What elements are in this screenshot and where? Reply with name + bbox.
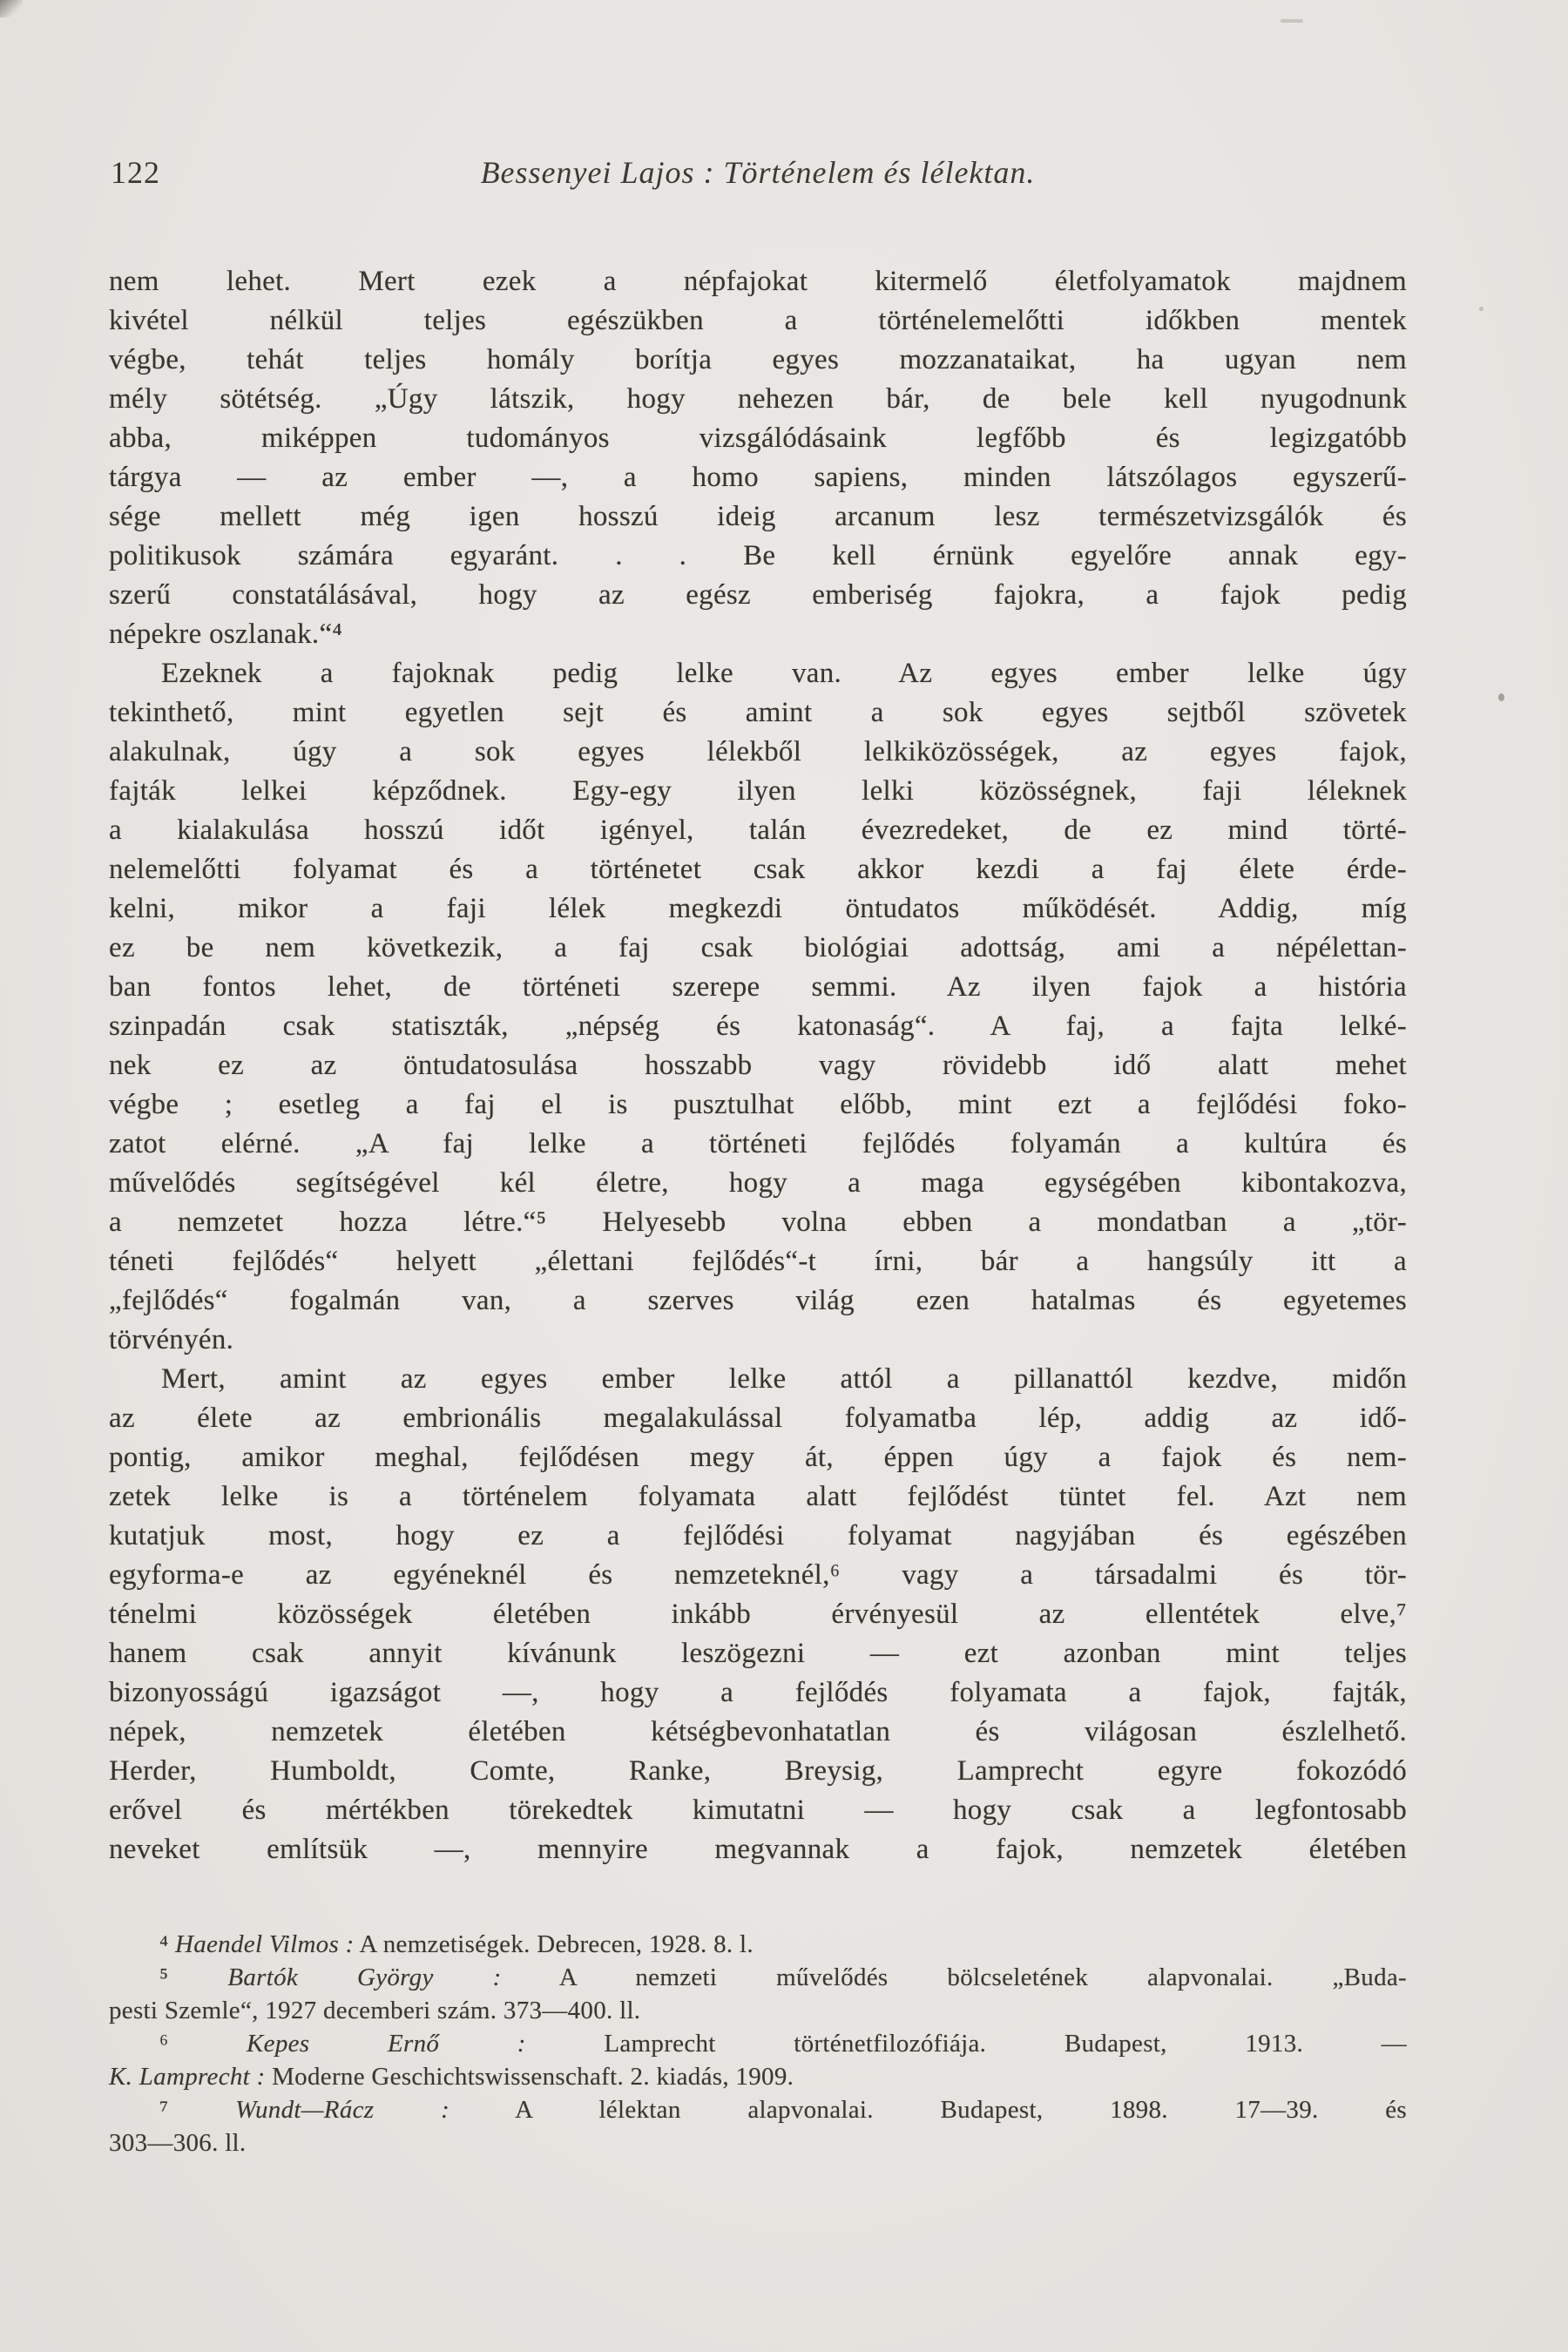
- text-line: fajták lelkei képződnek. Egy-egy ilyen lelki közösségnek, faji léleknek: [109, 775, 1407, 807]
- text-line: neveket említsük —, mennyire megvannak a fajok, nemzetek életében: [109, 1834, 1407, 1865]
- footnote-text: A nemzeti művelődés bölcseletének alapvonalai. „Buda-: [501, 1963, 1408, 1991]
- paragraph: [109, 654, 1407, 1360]
- running-title: Bessenyei Lajos : Történelem és lélektan.: [480, 155, 1036, 190]
- footnote-text: 303—306. ll.: [109, 2129, 247, 2157]
- text-line: a kialakulása hosszú időt igényel, talán évezredeket, de ez mind törté-: [109, 814, 1407, 846]
- text-line: zatot elérné. „A faj lelke a történeti fejlődés folyamán a kultúra és: [109, 1128, 1407, 1159]
- footnote-author: Kepes Ernő :: [247, 2030, 526, 2058]
- text-line: szerű constatálásával, hogy az egész emberiség fajokra, a fajok pedig: [109, 579, 1407, 611]
- text-line: Mert, amint az egyes ember lelke attól a pillanattól kezdve, midőn: [161, 1363, 1407, 1395]
- text-line: az élete az embrionális megalakulással folyamatba lép, addig az idő-: [109, 1402, 1407, 1434]
- text-line: ténelmi közösségek életében inkább érvényesül az ellentétek elve,⁷: [109, 1598, 1407, 1630]
- text-line: törvényén.: [109, 1324, 234, 1355]
- text-line: nek ez az öntudatosulása hosszabb vagy rövidebb idő alatt mehet: [109, 1050, 1407, 1081]
- scan-speck: [1281, 19, 1303, 23]
- text-line: végbe, tehát teljes homály borítja egyes mozzanataikat, ha ugyan nem: [109, 344, 1407, 375]
- text-line: tekinthető, mint egyetlen sejt és amint a sok egyes sejtből szövetek: [109, 697, 1407, 728]
- footnote-author: Bartók György :: [227, 1963, 502, 1991]
- footnote-text: ⁷: [159, 2096, 236, 2124]
- text-line: hanem csak annyit kívánunk leszögezni — ezt azonban mint teljes: [109, 1638, 1407, 1669]
- footnote-text: ⁵: [159, 1963, 228, 1991]
- footnote-line: [109, 1961, 1407, 1994]
- text-line: mély sötétség. „Úgy látszik, hogy nehezen bár, de bele kell nyugodnunk: [109, 383, 1407, 415]
- text-line: népekre oszlanak.“⁴: [109, 618, 343, 650]
- text-line: szinpadán csak statiszták, „népség és katonaság“. A faj, a fajta lelké-: [109, 1010, 1407, 1042]
- footnote-text: Lamprecht történetfilozófiája. Budapest, 1913. —: [525, 2030, 1407, 2058]
- text-line: ez be nem következik, a faj csak biológiai adottság, ami a népélettan-: [109, 932, 1407, 963]
- footnotes: [109, 1928, 1407, 2159]
- footnote-text: pesti Szemle“, 1927 decemberi szám. 373—400. ll.: [109, 1997, 641, 2024]
- footnote-author: Haendel Vilmos :: [174, 1930, 355, 1958]
- text-line: pontig, amikor meghal, fejlődésen megy át, éppen úgy a fajok és nem-: [109, 1442, 1407, 1473]
- scan-speck: [1479, 307, 1484, 311]
- text-line: kivétel nélkül teljes egészükben a történelemelőtti időkben mentek: [109, 305, 1407, 336]
- text-line: ban fontos lehet, de történeti szerepe semmi. Az ilyen fajok a história: [109, 971, 1407, 1003]
- text-line: művelődés segítségével kél életre, hogy a maga egységében kibontakozva,: [109, 1167, 1407, 1199]
- footnote-author: K. Lamprecht :: [109, 2063, 266, 2091]
- text-line: kutatjuk most, hogy ez a fejlődési folyamat nagyjában és egészében: [109, 1520, 1407, 1551]
- footnote-text: A nemzetiségek. Debrecen, 1928. 8. l.: [354, 1930, 754, 1958]
- footnote-line: [109, 1994, 1407, 2027]
- text-line: politikusok számára egyaránt. . . Be kell érnünk egyelőre annak egy-: [109, 540, 1407, 571]
- footnote-text: ⁶: [159, 2030, 247, 2058]
- text-line: végbe ; esetleg a faj el is pusztulhat előbb, mint ezt a fejlődési foko-: [109, 1089, 1407, 1120]
- text-line: a nemzetet hozza létre.“⁵ Helyesebb volna ebben a mondatban a „tör-: [109, 1206, 1407, 1238]
- footnote-text: ⁴: [159, 1930, 175, 1958]
- footnote-line: [109, 1928, 1407, 1961]
- text-line: zetek lelke is a történelem folyamata alatt fejlődést tüntet fel. Azt nem: [109, 1481, 1407, 1512]
- footnote-line: [109, 2126, 1407, 2159]
- footnote-text: Moderne Geschichtswissenschaft. 2. kiadás, 1909.: [265, 2063, 794, 2091]
- text-line: népek, nemzetek életében kétségbevonhatatlan és világosan észlelhető.: [109, 1716, 1407, 1747]
- text-line: nem lehet. Mert ezek a népfajokat kitermelő életfolyamatok majdnem: [109, 266, 1407, 297]
- text-line: egyforma-e az egyéneknél és nemzeteknél,⁶ vagy a társadalmi és tör-: [109, 1559, 1407, 1591]
- footnote-line: [109, 2060, 1407, 2093]
- text-line: Herder, Humboldt, Comte, Ranke, Breysig, Lamprecht egyre fokozódó: [109, 1755, 1407, 1787]
- text-line: kelni, mikor a faji lélek megkezdi öntudatos működését. Addig, míg: [109, 893, 1407, 924]
- text-line: téneti fejlődés“ helyett „élettani fejlődés“-t írni, bár a hangsúly itt a: [109, 1246, 1407, 1277]
- text-line: erővel és mértékben törekedtek kimutatni — hogy csak a legfontosabb: [109, 1794, 1407, 1826]
- footnote-text: A lélektan alapvonalai. Budapest, 1898. 17—39. és: [449, 2096, 1408, 2124]
- text-line: tárgya — az ember —, a homo sapiens, minden látszólagos egyszerű-: [109, 462, 1407, 493]
- text-line: „fejlődés“ fogalmán van, a szerves világ ezen hatalmas és egyetemes: [109, 1285, 1407, 1316]
- paragraph: [109, 262, 1407, 654]
- text-line: Ezeknek a fajoknak pedig lelke van. Az egyes ember lelke úgy: [161, 658, 1407, 689]
- text-line: sége mellett még igen hosszú ideig arcanum lesz természetvizsgálók és: [109, 501, 1407, 532]
- body-text: [109, 262, 1407, 1869]
- footnote-line: [109, 2027, 1407, 2060]
- text-line: bizonyosságú igazságot —, hogy a fejlődés folyamata a fajok, fajták,: [109, 1677, 1407, 1708]
- paragraph: [109, 1360, 1407, 1869]
- page-number: 122: [111, 155, 160, 190]
- page-header: [109, 153, 1407, 197]
- text-line: nelemelőtti folyamat és a történetet csak akkor kezdi a faj élete érde-: [109, 854, 1407, 885]
- footnote-author: Wundt—Rácz :: [235, 2096, 450, 2124]
- text-line: abba, miképpen tudományos vizsgálódásaink legfőbb és legizgatóbb: [109, 422, 1407, 454]
- scan-speck: [1498, 693, 1504, 701]
- footnote-line: [109, 2093, 1407, 2126]
- scan-corner-artifact: [0, 0, 23, 17]
- text-line: alakulnak, úgy a sok egyes lélekből lelkiközösségek, az egyes fajok,: [109, 736, 1407, 767]
